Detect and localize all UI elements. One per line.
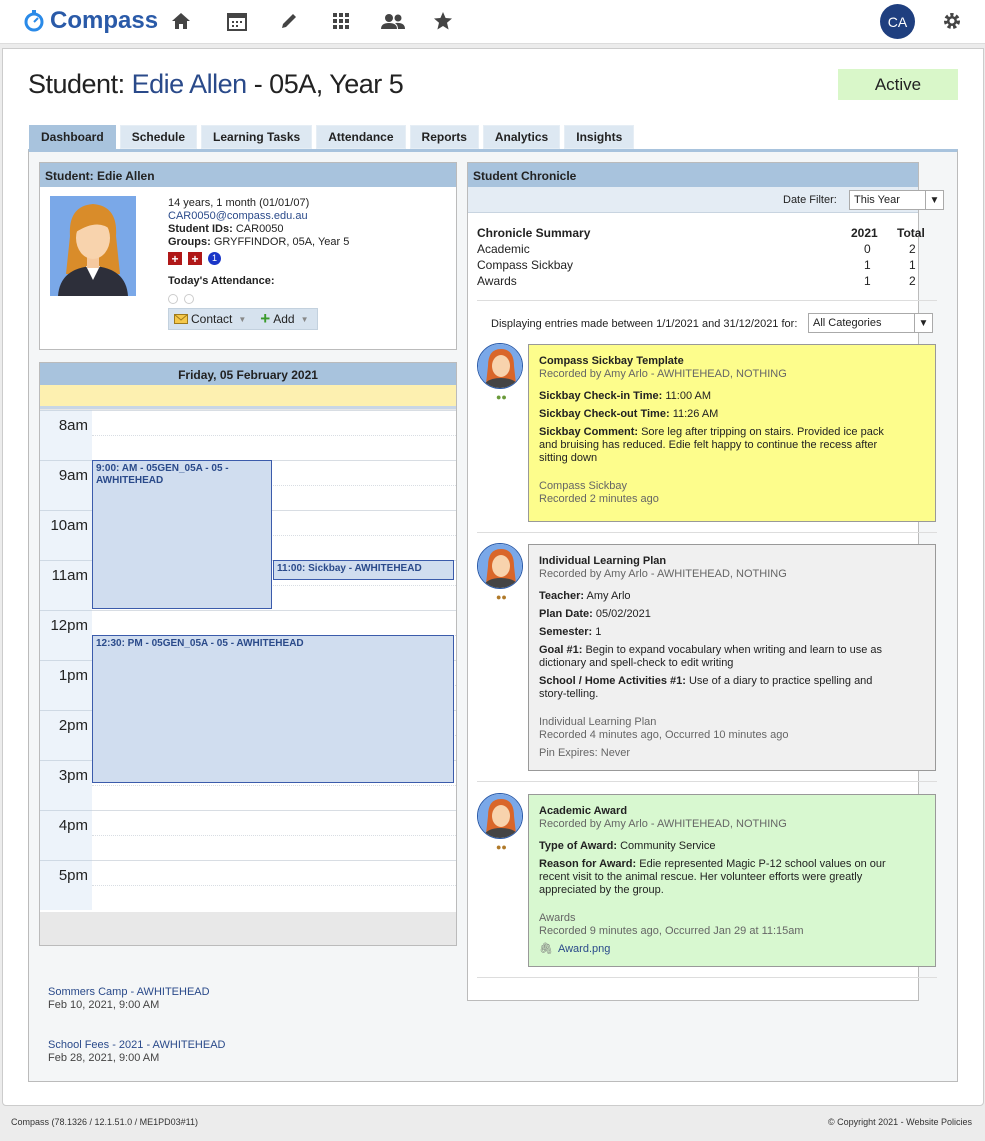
chronicle-entry[interactable] [528,794,936,967]
col-year-header: 2021 [851,226,878,240]
hour-label: 2pm [40,710,92,760]
date-filter-value: This Year [854,194,900,206]
entry-title: Individual Learning Plan [539,555,667,567]
attendance-dot [168,294,178,304]
contact-button[interactable] [174,312,246,326]
field-value: 05/02/2021 [595,608,651,620]
attachment-link[interactable]: Award.png [557,943,611,955]
page-title [28,69,403,100]
entry-type: Awards [539,912,576,924]
field-value: Community Service [620,840,716,852]
contact-label: Contact [191,312,233,326]
calendar-event[interactable]: 11:00: Sickbay - AWHITEHEAD [273,560,454,580]
calendar-grid [40,410,456,912]
people-small-icon: ●● [496,392,507,402]
student-ids-value: CAR0050 [235,223,284,235]
student-name-link[interactable]: Edie Allen [131,69,247,99]
category-filter-value: All Categories [813,317,882,329]
tab-analytics[interactable]: Analytics [483,125,560,149]
tab-learning-tasks[interactable]: Learning Tasks [201,125,312,149]
recorder-avatar [477,793,523,839]
calendar-date-header: Friday, 05 February 2021 [40,363,456,385]
chevron-down-icon: ▼ [300,314,309,324]
summary-row-name: Academic [477,242,530,256]
entry-title: Compass Sickbay Template [539,355,684,367]
upcoming-event [48,986,210,1012]
entry-recorded-by: Recorded by Amy Arlo - AWHITEHEAD, NOTHING [539,568,787,580]
field-value: 1 [595,626,602,638]
recorder-avatar [477,543,523,589]
field-label: School / Home Activities #1: [539,675,686,687]
gear-icon[interactable] [941,10,963,32]
add-button[interactable] [260,309,309,328]
tab-reports[interactable]: Reports [410,125,479,149]
summary-row-year: 0 [864,242,871,256]
upcoming-event-date: Feb 10, 2021, 9:00 AM [48,999,160,1011]
hour-label: 8am [40,410,92,460]
student-photo [50,196,136,296]
attendance-label: Today's Attendance: [168,275,275,287]
student-box-header: Student: Edie Allen [40,163,456,187]
footer-copyright[interactable]: © Copyright 2021 - Website Policies [827,1117,972,1127]
summary-row-name: Awards [477,274,517,288]
hour-label: 9am [40,460,92,510]
top-navigation-bar [0,0,985,44]
hour-label: 1pm [40,660,92,710]
star-icon[interactable] [432,10,454,32]
hour-label: 4pm [40,810,92,860]
people-icon[interactable] [380,10,406,32]
hour-label: 3pm [40,760,92,810]
category-filter-select[interactable] [808,313,933,333]
pencil-icon[interactable] [278,10,300,32]
entry-type: Individual Learning Plan [539,716,657,728]
date-filter-label: Date Filter: [783,194,837,206]
divider [477,300,937,301]
compass-logo[interactable] [24,6,158,36]
student-details [168,197,349,304]
student-age: 14 years, 1 month (01/01/07) [168,197,310,209]
plus-icon: + [260,309,271,328]
tab-attendance[interactable]: Attendance [316,125,405,149]
field-value: Sore leg after tripping on stairs. Provided ice pack and bruising has reduced. Edie felt happy to continue the recess after sitting down [539,426,884,464]
chronicle-header: Student Chronicle [468,163,918,187]
field-label: Type of Award: [539,840,618,852]
entry-title: Academic Award [539,805,628,817]
field-label: Reason for Award: [539,858,637,870]
student-email-link[interactable]: CAR0050@compass.edu.au [168,210,308,222]
chronicle-entry[interactable] [528,344,936,522]
chevron-down-icon: ▼ [238,314,247,324]
field-value: Use of a diary to practice spelling and story-telling. [539,675,873,700]
calendar-icon[interactable] [226,10,248,32]
summary-row-total: 2 [909,274,916,288]
entry-timestamp: Recorded 2 minutes ago [539,493,659,505]
field-value: Begin to expand vocabulary when writing and learn to use as dictionary and spell-check to edit writing [539,644,883,669]
summary-row-total: 2 [909,242,916,256]
divider [477,781,937,782]
summary-row-year: 1 [864,274,871,288]
field-value: Amy Arlo [586,590,631,602]
upcoming-event-date: Feb 28, 2021, 9:00 AM [48,1052,160,1064]
home-icon[interactable] [170,10,192,32]
student-action-bar [168,308,318,330]
entry-timestamp: Recorded 4 minutes ago, Occurred 10 minutes ago [539,729,789,741]
summary-row-name: Compass Sickbay [477,258,574,272]
calendar-event[interactable]: 12:30: PM - 05GEN_05A - 05 - AWHITEHEAD [92,635,454,783]
student-ids-label: Student IDs: [168,223,233,235]
people-small-icon: ●● [496,592,507,602]
entry-timestamp: Recorded 9 minutes ago, Occurred Jan 29 at 11:15am [539,925,804,937]
envelope-icon [174,314,188,324]
summary-row-total: 1 [909,258,916,272]
add-label: Add [273,312,295,326]
groups-value: GRYFFINDOR, 05A, Year 5 [213,236,350,248]
groups-label: Groups: [168,236,211,248]
title-prefix: Student: [28,69,132,99]
main-content [2,48,984,1106]
apps-grid-icon[interactable] [330,10,352,32]
date-filter-select[interactable] [849,190,944,210]
paperclip-icon: 🖇 [539,943,553,955]
entry-recorded-by: Recorded by Amy Arlo - AWHITEHEAD, NOTHING [539,818,787,830]
display-range-text: Displaying entries made between 1/1/2021 and 31/12/2021 for: [491,318,798,330]
people-small-icon: ●● [496,842,507,852]
pin-expiry: Pin Expires: Never [539,747,631,759]
field-label: Teacher: [539,590,585,602]
alert-count-badge[interactable]: 1 [208,252,221,265]
chevron-down-icon: ▼ [925,191,943,209]
field-label: Plan Date: [539,608,593,620]
entry-type: Compass Sickbay [539,480,628,492]
calendar-event[interactable]: 9:00: AM - 05GEN_05A - 05 - AWHITEHEAD [92,460,272,609]
summary-row-year: 1 [864,258,871,272]
field-value: 11:00 AM [665,390,712,402]
tab-insights[interactable]: Insights [564,125,634,149]
tab-schedule[interactable]: Schedule [120,125,197,149]
field-label: Sickbay Check-in Time: [539,390,663,402]
divider [477,977,937,978]
status-badge: Active [838,69,958,100]
field-value: 11:26 AM [672,408,719,420]
hour-label: 11am [40,560,92,610]
all-day-strip [40,385,456,409]
field-label: Semester: [539,626,593,638]
user-avatar[interactable]: CA [880,4,915,39]
tab-dashboard[interactable]: Dashboard [29,125,116,149]
day-calendar [39,362,457,946]
footer-version: Compass (78.1326 / 12.1.51.0 / ME1PD03#11) [11,1117,198,1127]
student-info-box [39,162,457,350]
hour-label: 12pm [40,610,92,660]
field-label: Goal #1: [539,644,583,656]
hour-label: 10am [40,510,92,560]
upcoming-event-link[interactable]: School Fees - 2021 - AWHITEHEAD [48,1039,226,1051]
chronicle-summary-title: Chronicle Summary [477,226,591,240]
medical-cross-icon[interactable]: + [188,252,202,265]
compass-logo-icon [24,10,44,32]
app-name: Compass [50,7,159,34]
entry-recorded-by: Recorded by Amy Arlo - AWHITEHEAD, NOTHING [539,368,787,380]
tab-bar [29,125,638,149]
attachment[interactable] [539,943,925,956]
col-total-header: Total [897,226,925,240]
student-chronicle-box [467,162,940,1001]
title-suffix: - 05A, Year 5 [246,69,404,99]
field-value: Edie represented Magic P-12 school values on our recent visit to the animal rescue. Her volunteer efforts were greatly appreciated by the group. [539,858,886,896]
attendance-dot [184,294,194,304]
date-filter-bar [468,187,940,213]
hour-label: 5pm [40,860,92,910]
medical-cross-icon[interactable]: + [168,252,182,265]
chevron-down-icon: ▼ [914,314,932,332]
field-label: Sickbay Check-out Time: [539,408,670,420]
chronicle-entry[interactable] [528,544,936,771]
upcoming-event-link[interactable]: Sommers Camp - AWHITEHEAD [48,986,210,998]
field-label: Sickbay Comment: [539,426,639,438]
recorder-avatar [477,343,523,389]
upcoming-event [48,1039,226,1065]
dashboard-panel [28,149,958,1082]
divider [477,532,937,533]
